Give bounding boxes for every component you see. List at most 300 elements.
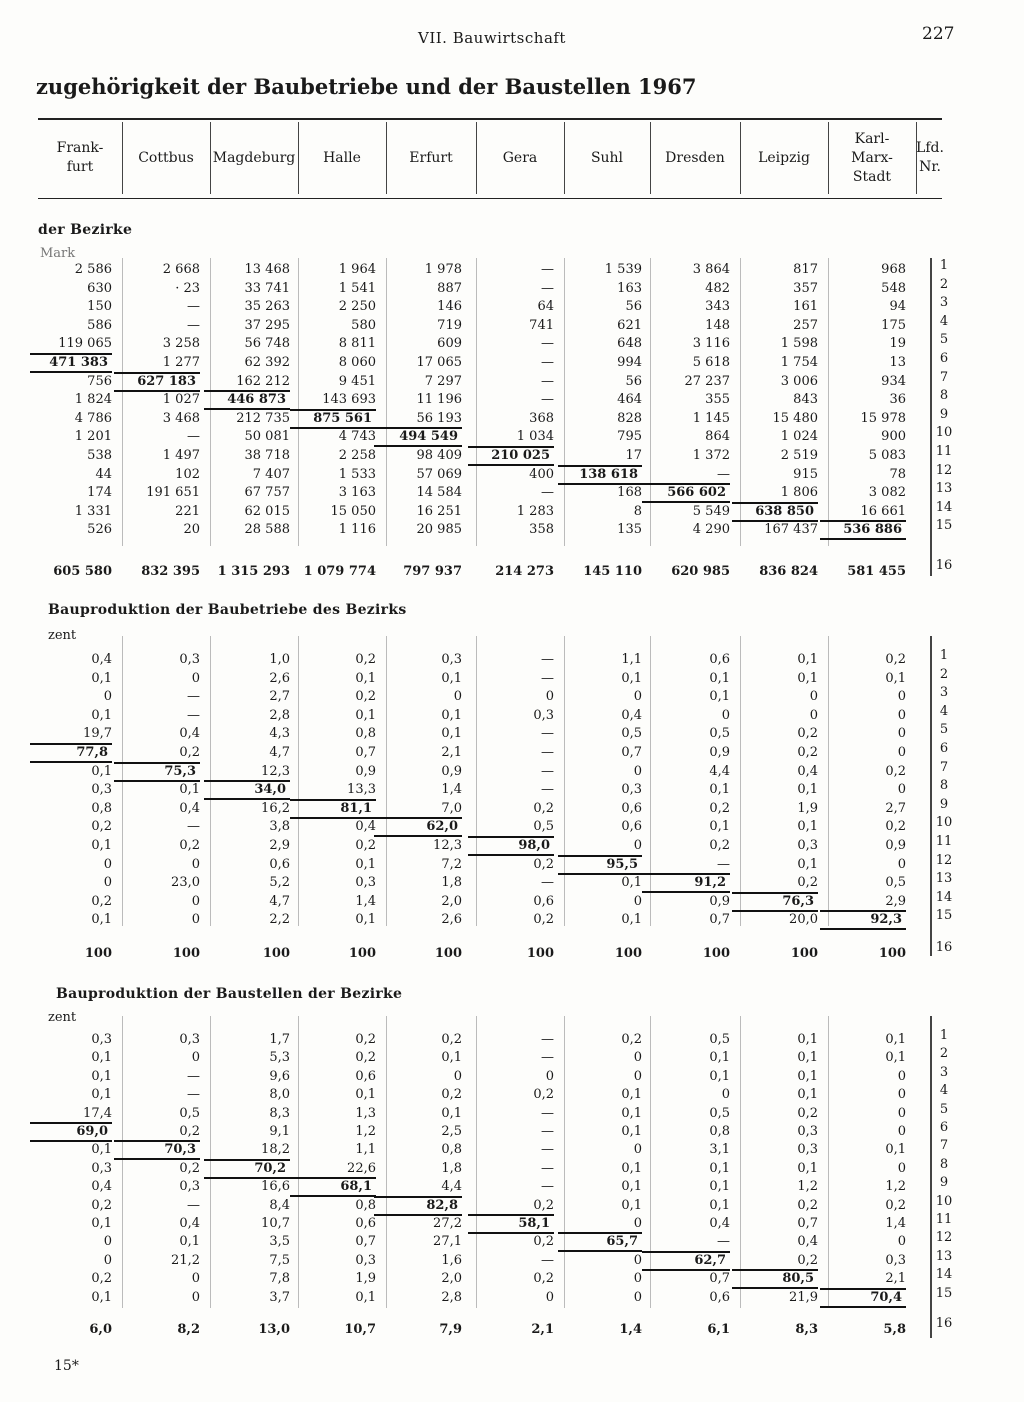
table-cell: 64	[537, 299, 554, 315]
table-cell: 0,1	[797, 652, 818, 667]
diagonal-cell: 65,7	[558, 1232, 642, 1252]
table-cell: 0	[103, 1234, 112, 1250]
table-cell: 1 145	[692, 410, 730, 426]
table-cell: 548	[881, 280, 906, 296]
table-cell: 648	[617, 336, 642, 352]
table-cell: 1 027	[162, 392, 200, 408]
table-cell: 0,1	[91, 1216, 112, 1231]
table-cell: 2,6	[441, 912, 462, 928]
table-cell: —	[541, 336, 554, 352]
table-cell: 0	[809, 689, 818, 705]
diagonal-cell: 446 873	[204, 390, 290, 410]
table-cell: 0,2	[441, 1032, 462, 1047]
table-cell: 0,2	[797, 875, 818, 891]
table-cell: 162 212	[236, 373, 290, 389]
table-cell: 0,3	[91, 782, 112, 798]
table-cell: 1,9	[355, 1271, 376, 1287]
table-cell: 0,2	[355, 1032, 376, 1047]
table-cell: 1 116	[338, 522, 376, 538]
table-cell: 0,7	[355, 745, 376, 760]
row-number: 1	[939, 1028, 949, 1043]
table-cell: 0,1	[91, 763, 112, 779]
row-number: 16	[935, 558, 953, 573]
table-cell: 3 082	[868, 485, 906, 501]
row-number: 11	[935, 1212, 953, 1227]
table-cell: 0,1	[797, 1160, 818, 1176]
table-cell: 0,3	[797, 1124, 818, 1139]
section-label: der Bezirke	[38, 222, 133, 238]
table-cell: 0,5	[709, 1105, 730, 1121]
table-cell: 2,8	[269, 707, 290, 723]
table-cell: 0,1	[709, 1197, 730, 1213]
table-cell: 221	[175, 503, 200, 519]
diagonal-cell: 138 618	[558, 465, 642, 485]
table-cell: 0	[633, 1289, 642, 1305]
table-cell: 0	[897, 856, 906, 872]
total-cell: 100	[84, 946, 112, 961]
table-cell: 4,4	[709, 763, 730, 779]
table-cell: 150	[87, 299, 112, 315]
column-header-line: Nr.	[919, 159, 941, 175]
table-cell: 22,6	[347, 1160, 376, 1176]
total-cell: 100	[172, 946, 200, 961]
table-cell: 0,1	[355, 670, 376, 686]
table-cell: 0,1	[355, 707, 376, 723]
table-cell: 0	[897, 1105, 906, 1121]
table-cell: 7 407	[252, 466, 290, 482]
table-cell: 62 015	[244, 503, 290, 519]
table-cell: 0,2	[355, 652, 376, 667]
table-cell: 0,1	[621, 1197, 642, 1213]
table-cell: 0,1	[709, 1160, 730, 1176]
table-cell: 2,5	[441, 1124, 462, 1139]
table-cell: 0,3	[621, 782, 642, 798]
table-cell: —	[541, 875, 554, 891]
column-header	[740, 118, 828, 198]
total-cell: 100	[614, 946, 642, 961]
row-number: 8	[939, 388, 949, 404]
table-cell: 609	[437, 336, 462, 352]
table-cell: 1,3	[355, 1105, 376, 1121]
column-header-divider	[828, 122, 829, 194]
table-cell: 0,2	[179, 1124, 200, 1139]
table-cell: 0,2	[797, 745, 818, 760]
total-cell: 5,8	[883, 1322, 906, 1337]
table-cell: 1 539	[604, 262, 642, 277]
table-cell: 0,3	[885, 1252, 906, 1268]
table-cell: 630	[87, 280, 112, 296]
table-cell: 1 024	[780, 429, 818, 445]
table-cell: 0	[897, 745, 906, 760]
table-cell: 21,9	[789, 1289, 818, 1305]
row-number: 13	[935, 481, 953, 497]
table-cell: 0,1	[797, 670, 818, 686]
table-cell: —	[187, 1068, 200, 1084]
table-cell: 0,1	[621, 1105, 642, 1121]
table-cell: 0,4	[179, 800, 200, 816]
table-cell: 56 193	[416, 410, 462, 426]
table-cell: 915	[793, 466, 818, 482]
total-cell: 1 315 293	[217, 564, 290, 579]
column-header-line: Stadt	[852, 168, 892, 185]
table-cell: 1 978	[424, 262, 462, 277]
table-cell: 11 196	[416, 392, 462, 408]
table-cell: 0,4	[709, 1216, 730, 1231]
table-cell: 0,5	[533, 819, 554, 835]
column-header	[916, 118, 944, 198]
row-number: 3	[939, 1064, 949, 1080]
table-cell: 0,1	[179, 782, 200, 798]
table-cell: 0,8	[709, 1124, 730, 1139]
total-cell: 100	[434, 946, 462, 961]
column-header-divider	[298, 122, 299, 194]
table-cell: 0,1	[621, 875, 642, 891]
table-cell: 0,1	[355, 912, 376, 928]
table-cell: 817	[793, 262, 818, 277]
table-cell: 2 258	[338, 448, 376, 463]
table-cell: 358	[529, 522, 554, 538]
row-number: 13	[935, 1248, 953, 1264]
table-cell: 44	[95, 466, 112, 482]
table-cell: 10,7	[261, 1216, 290, 1231]
column-header-line: Suhl	[590, 149, 624, 166]
table-cell: 15 978	[860, 410, 906, 426]
table-cell: 0,6	[621, 800, 642, 816]
table-cell: 3,7	[269, 1289, 290, 1305]
column-header	[650, 118, 740, 198]
table-cell: 0,7	[709, 912, 730, 928]
table-cell: 1,9	[797, 800, 818, 816]
table-cell: 0,1	[885, 670, 906, 686]
total-cell: 1,4	[619, 1322, 642, 1337]
table-cell: 21,2	[171, 1252, 200, 1268]
table-cell: 0,2	[709, 800, 730, 816]
table-cell: 0,4	[797, 1234, 818, 1250]
table-cell: 8,4	[269, 1197, 290, 1213]
table-cell: 146	[437, 299, 462, 315]
table-cell: 7,2	[441, 856, 462, 872]
diagonal-cell: 566 602	[642, 483, 730, 503]
column-header-line: Magdeburg	[212, 149, 296, 166]
table-cell: 0,7	[355, 1234, 376, 1250]
table-cell: 0,6	[533, 893, 554, 909]
column-header-line: furt	[66, 159, 94, 175]
table-cell: 0,4	[91, 652, 112, 667]
table-cell: 0,7	[709, 1271, 730, 1287]
table-cell: 0,2	[533, 1271, 554, 1287]
table-cell: —	[541, 392, 554, 408]
diagonal-cell: 471 383	[30, 353, 112, 373]
total-cell: 7,9	[439, 1322, 462, 1337]
table-cell: 38 718	[244, 448, 290, 463]
page-number: 227	[922, 24, 955, 44]
total-cell: 1 079 774	[303, 564, 376, 579]
table-cell: 8	[633, 503, 642, 519]
row-number: 3	[939, 295, 949, 311]
column-header-divider	[564, 122, 565, 194]
table-cell: —	[541, 1050, 554, 1066]
table-cell: 1 824	[74, 392, 112, 408]
table-cell: 0	[897, 1087, 906, 1103]
total-cell: 100	[878, 946, 906, 961]
row-number: 11	[935, 834, 953, 849]
table-cell: 621	[617, 317, 642, 333]
table-cell: 0	[103, 689, 112, 705]
table-cell: 0,9	[709, 893, 730, 909]
diagonal-cell: 68,1	[290, 1177, 376, 1197]
column-header-line: Gera	[502, 149, 538, 166]
total-cell: 2,1	[531, 1322, 554, 1337]
row-number: 9	[939, 406, 949, 422]
table-cell: 368	[529, 410, 554, 426]
table-cell: 0	[633, 1216, 642, 1231]
table-cell: 28 588	[244, 522, 290, 538]
table-cell: —	[541, 262, 554, 277]
diagonal-cell: 92,3	[820, 910, 906, 930]
table-cell: 0	[545, 1068, 554, 1084]
table-cell: 0,5	[709, 1032, 730, 1047]
table-cell: 0,2	[441, 1087, 462, 1103]
table-cell: 0,1	[91, 1289, 112, 1305]
table-cell: 4,7	[269, 893, 290, 909]
table-cell: 3,1	[709, 1142, 730, 1158]
table-cell: 0,1	[441, 707, 462, 723]
table-cell: 5 618	[692, 355, 730, 370]
table-cell: 355	[705, 392, 730, 408]
diagonal-cell: 210 025	[468, 446, 554, 466]
table-cell: 1,4	[441, 782, 462, 798]
table-cell: 0,9	[885, 838, 906, 853]
row-number: 16	[935, 940, 953, 955]
total-cell: 832 395	[141, 564, 200, 579]
row-number: 7	[939, 1138, 949, 1154]
table-cell: 1,8	[441, 875, 462, 891]
table-cell: 1 034	[516, 429, 554, 445]
total-cell: 13,0	[258, 1322, 290, 1337]
table-cell: 20,0	[789, 912, 818, 928]
table-cell: 0,9	[441, 763, 462, 779]
total-cell: 605 580	[53, 564, 112, 579]
diagonal-cell: 536 886	[820, 520, 906, 540]
table-cell: 0,6	[709, 652, 730, 667]
total-cell: 836 824	[759, 564, 818, 579]
table-cell: 257	[793, 317, 818, 333]
table-cell: —	[187, 819, 200, 835]
table-cell: 167 437	[764, 522, 818, 538]
table-cell: 0,4	[797, 763, 818, 779]
table-cell: 27,1	[433, 1234, 462, 1250]
table-cell: 13 468	[244, 262, 290, 277]
table-cell: 0,1	[797, 1087, 818, 1103]
table-cell: 795	[617, 429, 642, 445]
table-cell: —	[187, 707, 200, 723]
table-cell: 0,2	[797, 726, 818, 742]
table-cell: 1 964	[338, 262, 376, 277]
diagonal-cell: 638 850	[732, 502, 818, 522]
row-number: 2	[939, 276, 949, 292]
table-cell: 4 743	[338, 429, 376, 445]
table-cell: 191 651	[146, 485, 200, 501]
table-cell: 3 116	[692, 336, 730, 352]
table-cell: 9,1	[269, 1124, 290, 1139]
table-cell: —	[541, 670, 554, 686]
table-cell: —	[187, 317, 200, 333]
row-number: 14	[935, 499, 953, 515]
table-cell: 0,1	[179, 1234, 200, 1250]
row-number: 3	[939, 685, 949, 701]
table-cell: 4 290	[692, 522, 730, 538]
table-cell: 0	[191, 893, 200, 909]
diagonal-cell: 69,0	[30, 1122, 112, 1142]
diagonal-cell: 75,3	[114, 762, 200, 782]
diagonal-cell: 70,2	[204, 1159, 290, 1179]
table-cell: 0	[897, 782, 906, 798]
column-header	[210, 118, 298, 198]
column-header-divider	[650, 122, 651, 194]
table-cell: 0,2	[533, 856, 554, 872]
table-cell: 0	[633, 1271, 642, 1287]
table-cell: 0,1	[355, 1289, 376, 1305]
table-cell: 67 757	[244, 485, 290, 501]
row-number: 12	[935, 1230, 953, 1246]
table-cell: 0,5	[179, 1105, 200, 1121]
table-cell: 0,2	[885, 652, 906, 667]
table-cell: 0,8	[91, 800, 112, 816]
table-cell: 0	[897, 1160, 906, 1176]
table-cell: 16 661	[860, 503, 906, 519]
table-cell: 538	[87, 448, 112, 463]
table-cell: 33 741	[244, 280, 290, 296]
table-cell: —	[541, 1179, 554, 1195]
table-cell: 0,4	[179, 726, 200, 742]
table-cell: 0	[633, 689, 642, 705]
table-cell: 0,6	[621, 819, 642, 835]
diagonal-cell: 62,0	[374, 817, 462, 837]
table-cell: 18,2	[261, 1142, 290, 1158]
table-cell: 20	[183, 522, 200, 538]
table-cell: 0,1	[91, 1142, 112, 1158]
table-cell: 843	[793, 392, 818, 408]
table-cell: 0	[897, 1124, 906, 1139]
table-cell: 994	[617, 355, 642, 370]
table-cell: 0,8	[441, 1142, 462, 1158]
table-cell: 16 251	[416, 503, 462, 519]
table-cell: 0,1	[709, 689, 730, 705]
table-cell: 1 372	[692, 448, 730, 463]
table-cell: 0,2	[533, 912, 554, 928]
table-cell: 0	[545, 1289, 554, 1305]
row-number: 5	[939, 1101, 949, 1117]
row-number: 6	[939, 351, 949, 366]
table-cell: 0	[633, 1068, 642, 1084]
table-cell: 37 295	[244, 317, 290, 333]
table-cell: 3 468	[162, 410, 200, 426]
table-cell: —	[541, 485, 554, 501]
table-cell: 2 586	[74, 262, 112, 277]
table-cell: —	[187, 689, 200, 705]
table-cell: 0,1	[441, 1050, 462, 1066]
table-cell: —	[541, 280, 554, 296]
table-cell: 1,2	[797, 1179, 818, 1195]
row-number: 12	[935, 462, 953, 478]
table-cell: 0	[721, 707, 730, 723]
column-header-line: Halle	[323, 149, 361, 166]
table-cell: 0	[897, 726, 906, 742]
table-cell: 0,2	[91, 819, 112, 835]
table-cell: 0,3	[441, 652, 462, 667]
table-cell: 0	[453, 689, 462, 705]
table-cell: 0,8	[355, 1197, 376, 1213]
diagonal-cell: 58,1	[468, 1214, 554, 1234]
table-cell: 3 864	[692, 262, 730, 277]
table-cell: 0	[103, 1252, 112, 1268]
header-bottom-rule	[38, 198, 942, 199]
table-cell: 887	[437, 280, 462, 296]
table-cell: 17 065	[416, 355, 462, 370]
table-cell: 526	[87, 522, 112, 538]
table-cell: 0	[633, 1252, 642, 1268]
table-cell: 7,8	[269, 1271, 290, 1287]
table-cell: 5 549	[692, 503, 730, 519]
row-number: 10	[935, 815, 953, 831]
table-cell: 0	[721, 1087, 730, 1103]
table-cell: 580	[351, 317, 376, 333]
table-cell: 0,2	[91, 1197, 112, 1213]
section-label: Bauproduktion der Baubetriebe des Bezirks	[48, 602, 407, 618]
table-cell: 163	[617, 280, 642, 296]
column-header-line: Lfd.	[916, 140, 944, 156]
table-cell: 2,9	[269, 838, 290, 853]
table-cell: 0	[633, 1050, 642, 1066]
table-cell: 0,5	[621, 726, 642, 742]
column-header	[564, 118, 650, 198]
table-cell: 175	[881, 317, 906, 333]
table-cell: 0,1	[797, 782, 818, 798]
table-cell: 1 497	[162, 448, 200, 463]
total-cell: 10,7	[344, 1322, 376, 1337]
column-header-divider	[122, 122, 123, 194]
section-unit-label: Mark	[40, 246, 76, 261]
column-header	[386, 118, 476, 198]
table-cell: 0,4	[355, 819, 376, 835]
row-number: 2	[939, 1046, 949, 1062]
total-cell: 100	[526, 946, 554, 961]
chapter-header: VII. Bauwirtschaft	[418, 29, 566, 47]
total-cell: 6,1	[707, 1322, 730, 1337]
table-cell: 741	[529, 317, 554, 333]
row-number: 2	[939, 666, 949, 682]
table-cell: 168	[617, 485, 642, 501]
diagonal-cell: 627 183	[114, 372, 200, 392]
section-unit-label: zent	[48, 1010, 77, 1025]
row-number: 15	[935, 518, 953, 534]
table-cell: 1 533	[338, 466, 376, 482]
table-cell: 0,1	[797, 856, 818, 872]
row-number: 7	[939, 369, 949, 385]
table-cell: 9 451	[338, 373, 376, 389]
table-cell: 0	[633, 1142, 642, 1158]
table-cell: 0,1	[621, 670, 642, 686]
table-cell: 0,3	[179, 1179, 200, 1195]
table-cell: 0,1	[709, 782, 730, 798]
row-number: 8	[939, 1156, 949, 1172]
table-cell: 3 006	[780, 373, 818, 389]
section-label: Bauproduktion der Baustellen der Bezirke	[56, 986, 403, 1002]
table-cell: 0,1	[709, 1179, 730, 1195]
table-cell: 0,6	[355, 1068, 376, 1084]
row-number: 15	[935, 908, 953, 924]
table-cell: 56	[625, 373, 642, 389]
